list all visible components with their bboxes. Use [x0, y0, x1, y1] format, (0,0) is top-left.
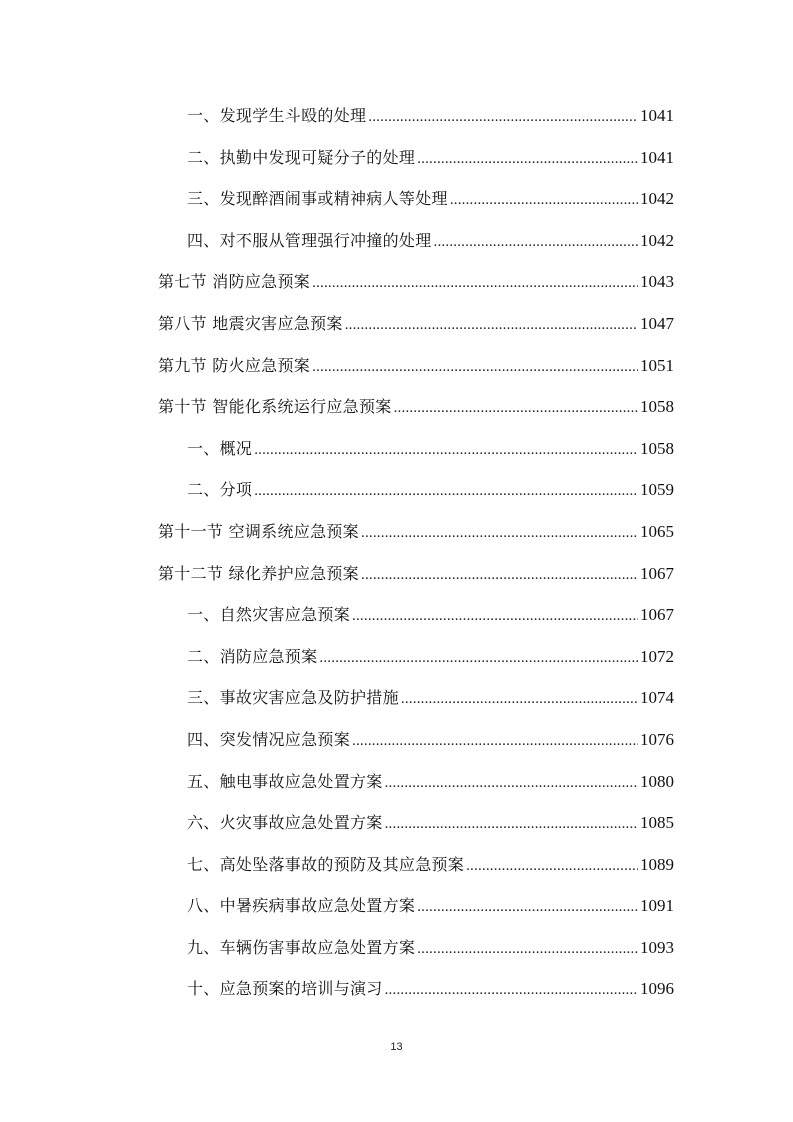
toc-dot-leader	[394, 393, 638, 423]
toc-entry-title: 四、突发情况应急预案	[187, 729, 351, 749]
toc-dot-leader	[401, 684, 638, 714]
toc-entry-title: 第七节 消防应急预案	[158, 272, 311, 292]
toc-dot-leader	[254, 435, 638, 465]
toc-entry-title: 六、火灾事故应急处置方案	[187, 813, 383, 833]
toc-entry-title: 五、触电事故应急处置方案	[187, 771, 383, 791]
toc-dot-leader	[254, 476, 638, 506]
toc-dot-leader	[345, 310, 638, 340]
toc-entry-page: 1041	[640, 106, 674, 125]
toc-entry[interactable]	[158, 850, 674, 892]
toc-entry-title: 九、车辆伤害事故应急处置方案	[187, 937, 416, 957]
toc-entry-title: 第八节 地震灾害应急预案	[158, 313, 343, 333]
toc-dot-leader	[434, 227, 638, 257]
toc-dot-leader	[312, 268, 638, 298]
toc-entry-page: 1080	[640, 771, 674, 791]
toc-entry-title: 一、自然灾害应急预案	[187, 605, 351, 625]
toc-entry-page: 1076	[640, 729, 674, 749]
toc-entry-page: 1051	[640, 355, 674, 375]
toc-entry[interactable]	[158, 891, 674, 933]
toc-entry-page: 1043	[640, 272, 674, 292]
toc-entry-title: 七、高处坠落事故的预防及其应急预案	[187, 854, 465, 874]
toc-entry[interactable]	[158, 101, 674, 143]
toc-entry-title: 第十二节 绿化养护应急预案	[158, 563, 359, 583]
toc-dot-leader	[352, 601, 638, 631]
toc-entry[interactable]	[158, 933, 674, 975]
toc-dot-leader	[385, 809, 638, 839]
toc-entry-title: 一、发现学生斗殴的处理	[187, 106, 367, 125]
toc-entry-page: 1093	[640, 937, 674, 957]
toc-entry-page: 1074	[640, 688, 674, 708]
toc-entry[interactable]	[158, 434, 674, 476]
toc-section-entry[interactable]	[158, 392, 674, 434]
toc-entry-title: 三、事故灾害应急及防护措施	[187, 688, 399, 708]
toc-entry-title: 一、概况	[187, 438, 253, 458]
toc-dot-leader	[368, 102, 638, 132]
toc-entry-page: 1085	[640, 813, 674, 833]
toc-entry-title: 十、应急预案的培训与演习	[187, 979, 383, 999]
toc-dot-leader	[312, 352, 638, 382]
toc-entry[interactable]	[158, 184, 674, 226]
toc-entry[interactable]	[158, 974, 674, 1016]
toc-entry-page: 1058	[640, 397, 674, 417]
toc-entry[interactable]	[158, 475, 674, 517]
toc-section-entry[interactable]	[158, 559, 674, 601]
toc-entry-page: 1089	[640, 854, 674, 874]
toc-dot-leader	[361, 518, 638, 548]
toc-entry-page: 1091	[640, 896, 674, 916]
toc-dot-leader	[319, 643, 638, 673]
toc-dot-leader	[361, 560, 638, 590]
toc-entry-page: 1067	[640, 563, 674, 583]
toc-entry-title: 二、分项	[187, 480, 253, 500]
toc-entry-page: 1042	[640, 189, 674, 209]
toc-entry[interactable]	[158, 600, 674, 642]
toc-entry-page: 1096	[640, 979, 674, 999]
toc-entry-page: 1047	[640, 313, 674, 333]
toc-entry[interactable]	[158, 725, 674, 767]
toc-entry[interactable]	[158, 143, 674, 185]
table-of-contents	[158, 101, 674, 1016]
toc-section-entry[interactable]	[158, 309, 674, 351]
toc-entry-page: 1041	[640, 147, 674, 167]
toc-dot-leader	[417, 144, 638, 174]
toc-section-entry[interactable]	[158, 351, 674, 393]
toc-entry-page: 1042	[640, 230, 674, 250]
toc-entry-title: 二、消防应急预案	[187, 646, 318, 666]
toc-entry[interactable]	[158, 226, 674, 268]
toc-dot-leader	[385, 768, 638, 798]
toc-entry-title: 四、对不服从管理强行冲撞的处理	[187, 230, 432, 250]
toc-entry-page: 1059	[640, 480, 674, 500]
toc-entry-page: 1067	[640, 605, 674, 625]
toc-entry[interactable]	[158, 808, 674, 850]
toc-entry-page: 1072	[640, 646, 674, 666]
toc-dot-leader	[417, 892, 638, 922]
toc-dot-leader	[450, 185, 638, 215]
toc-dot-leader	[466, 851, 638, 881]
toc-entry-title: 第十一节 空调系统应急预案	[158, 521, 359, 541]
toc-section-entry[interactable]	[158, 517, 674, 559]
toc-entry-page: 1058	[640, 438, 674, 458]
toc-entry[interactable]	[158, 642, 674, 684]
toc-entry-title: 第九节 防火应急预案	[158, 355, 311, 375]
page-number: 13	[390, 1041, 403, 1053]
toc-entry[interactable]	[158, 683, 674, 725]
toc-entry[interactable]	[158, 767, 674, 809]
toc-entry-title: 第十节 智能化系统运行应急预案	[158, 397, 392, 417]
toc-dot-leader	[385, 975, 638, 1005]
toc-entry-page: 1065	[640, 521, 674, 541]
toc-entry-title: 三、发现醉酒闹事或精神病人等处理	[187, 189, 448, 209]
toc-section-entry[interactable]	[158, 267, 674, 309]
toc-dot-leader	[352, 726, 638, 756]
toc-entry-title: 八、中暑疾病事故应急处置方案	[187, 896, 416, 916]
toc-entry-title: 二、执勤中发现可疑分子的处理	[187, 147, 416, 167]
toc-dot-leader	[417, 934, 638, 964]
